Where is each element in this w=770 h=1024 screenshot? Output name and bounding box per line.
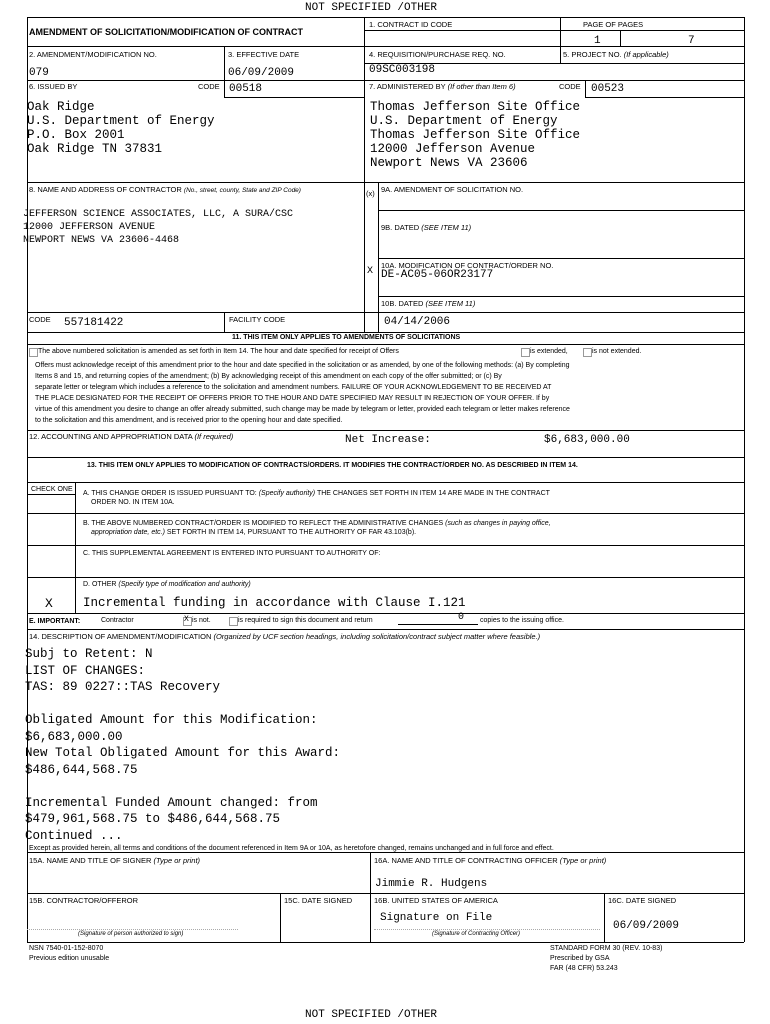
dated-10b-label: 10B. DATED (SEE ITEM 11) bbox=[381, 299, 476, 308]
page-number: 1 bbox=[594, 35, 601, 47]
officer-date-signed-label: 16C. DATE SIGNED bbox=[608, 896, 677, 905]
item11-line1: The above numbered solicitation is amended as set forth in Item 14. The hour and date specified for receipt of Offers bbox=[38, 348, 399, 355]
modification-contract-mark: X bbox=[367, 266, 374, 277]
requisition-value: 09SC003198 bbox=[369, 64, 436, 76]
extended-label: is extended, bbox=[530, 348, 568, 355]
modification-contract-label: 10A. MODIFICATION OF CONTRACT/ORDER NO. bbox=[381, 261, 554, 270]
contractor-code-label: CODE bbox=[29, 315, 51, 324]
is-required-checkbox[interactable] bbox=[229, 617, 238, 626]
is-not-label: is not. bbox=[192, 617, 211, 624]
description-body: Subj to Retent: N LIST OF CHANGES: TAS: 89 0227::TAS Recovery Obligated Amount for this Modification: $6,683,000.00 New Total Obligated Amount for this Award: $486,644,568.75 Incremental Funded Amount changed: from $479,961,568.75 to $486,644,568.75 Continued ... bbox=[25, 647, 341, 843]
standard-form-block: STANDARD FORM 30 (REV. 10-83) Prescribed by GSA FAR (48 CFR) 53.243 bbox=[550, 945, 663, 972]
dated-10b-value: 04/14/2006 bbox=[384, 316, 451, 328]
administered-by-code: 00523 bbox=[591, 83, 625, 95]
copies-tail: copies to the issuing office. bbox=[480, 617, 564, 624]
amendment-no-label: 2. AMENDMENT/MODIFICATION NO. bbox=[29, 50, 157, 59]
item11-body: Offers must acknowledge receipt of this amendment prior to the hour and date specified in the solicitation or as amended, by one of the following methods: (a) By completing Items 8 and 15, and returning copies of the amendment; (b) By acknowledging receipt of this amendment on each copy of the offer submitted; or (c) By separate letter or telegram which includes a reference to the solicitation and amendment numbers. FAILURE OF YOUR ACKNOWLEDGEMENT TO BE RECEIVED AT THE PLACE DESIGNATED FOR THE RECEIPT OF OFFERS PRIOR TO THE HOUR AND DATE SPECIFIED MAY RESULT IN REJECTION OF YOUR OFFER. If by virtue of this amendment you desire to change an offer already submitted, such change may be made by telegram or letter, provided each telegram or letter makes reference to the solicitation and this amendment, and is received prior to the opening hour and date specified. bbox=[35, 362, 570, 424]
option-d-mark: X bbox=[45, 596, 53, 611]
administered-by-address: Thomas Jefferson Site Office U.S. Department of Energy Thomas Jefferson Site Office 12000 Jefferson Avenue Newport News VA 23606 bbox=[370, 100, 581, 170]
form-title: AMENDMENT OF SOLICITATION/MODIFICATION OF CONTRACT bbox=[29, 27, 303, 37]
item11-heading: 11. THIS ITEM ONLY APPLIES TO AMENDMENTS OF SOLICITATIONS bbox=[232, 334, 461, 341]
amendment-solicitation-label: 9A. AMENDMENT OF SOLICITATION NO. bbox=[381, 185, 524, 194]
extended-checkbox[interactable] bbox=[521, 348, 530, 357]
x-column-label: (x) bbox=[366, 189, 375, 198]
page-total: 7 bbox=[688, 35, 695, 47]
check-one-label: CHECK ONE bbox=[31, 486, 73, 493]
except-text: Except as provided herein, all terms and conditions of the document referenced in Item 9A or 10A, as heretofore changed, remains unchanged and in full force and effect. bbox=[29, 845, 554, 852]
nsn-block: NSN 7540-01-152-8070 Previous edition unusable bbox=[29, 945, 110, 962]
officer-name-label: 16A. NAME AND TITLE OF CONTRACTING OFFICER (Type or print) bbox=[374, 856, 607, 865]
issued-by-code-label: CODE bbox=[198, 82, 220, 91]
officer-name-value: Jimmie R. Hudgens bbox=[375, 878, 488, 890]
item13-heading: 13. THIS ITEM ONLY APPLIES TO MODIFICATION OF CONTRACTS/ORDERS. IT MODIFIES THE CONTRACT/ORDER NO. AS DESCRIBED IN ITEM 14. bbox=[87, 462, 578, 469]
contractor-offeror-label: 15B. CONTRACTOR/OFFEROR bbox=[29, 896, 139, 905]
option-a[interactable]: A. THIS CHANGE ORDER IS ISSUED PURSUANT TO: (Specify authority) THE CHANGES SET FORTH IN ITEM 14 ARE MADE IN THE CONTRACT ORDER NO. IN ITEM 10A. bbox=[83, 490, 550, 506]
is-required-label: is required to sign this document and return bbox=[238, 617, 373, 624]
signature-person-caption: (Signature of person authorized to sign) bbox=[78, 931, 184, 937]
description-label: 14. DESCRIPTION OF AMENDMENT/MODIFICATION (Organized by UCF section headings, including solicitation/contract subject matter where feasible.) bbox=[29, 632, 541, 641]
amendment-no-value: 079 bbox=[29, 67, 49, 79]
facility-code-label: FACILITY CODE bbox=[229, 315, 286, 324]
contractor-label: 8. NAME AND ADDRESS OF CONTRACTOR (No., street, county, State and ZIP Code) bbox=[29, 185, 301, 194]
administered-by-label: 7. ADMINISTERED BY (If other than Item 6) bbox=[369, 82, 516, 91]
modification-contract-value: DE-AC05-06OR23177 bbox=[381, 269, 494, 281]
net-increase-amount: $6,683,000.00 bbox=[544, 434, 630, 446]
not-extended-checkbox[interactable] bbox=[583, 348, 592, 357]
effective-date-value: 06/09/2009 bbox=[228, 67, 295, 79]
requisition-label: 4. REQUISITION/PURCHASE REQ. NO. bbox=[369, 50, 506, 59]
issued-by-label: 6. ISSUED BY bbox=[29, 82, 78, 91]
page-of-pages-label: PAGE OF PAGES bbox=[583, 20, 644, 29]
header-classification: NOT SPECIFIED /OTHER bbox=[305, 2, 438, 14]
administered-by-code-label: CODE bbox=[559, 82, 581, 91]
contractor-code-value: 557181422 bbox=[64, 317, 124, 329]
option-b[interactable]: B. THE ABOVE NUMBERED CONTRACT/ORDER IS MODIFIED TO REFLECT THE ADMINISTRATIVE CHANGES (such as changes in paying office, appropriation date, etc.) SET FORTH IN ITEM 14, PURSUANT TO THE AUTHORITY OF FAR 43.103(b). bbox=[83, 520, 551, 536]
important-label: E. IMPORTANT: bbox=[29, 618, 81, 625]
contractor-address: JEFFERSON SCIENCE ASSOCIATES, LLC, A SURA/CSC 12000 JEFFERSON AVENUE NEWPORT NEWS VA 23606-4468 bbox=[23, 209, 294, 246]
contractor-date-signed-label: 15C. DATE SIGNED bbox=[284, 896, 353, 905]
dated-9b-label: 9B. DATED (SEE ITEM 11) bbox=[381, 223, 472, 232]
issued-by-code: 00518 bbox=[229, 83, 263, 95]
footer-classification: NOT SPECIFIED /OTHER bbox=[305, 1009, 438, 1021]
issued-by-address: Oak Ridge U.S. Department of Energy P.O. Box 2001 Oak Ridge TN 37831 bbox=[27, 100, 215, 156]
copies-count: 0 bbox=[458, 612, 465, 623]
officer-signature-value: Signature on File bbox=[380, 912, 493, 924]
signature-officer-caption: (Signature of Contracting Officer) bbox=[432, 931, 521, 937]
signer-name-label: 15A. NAME AND TITLE OF SIGNER (Type or print) bbox=[29, 856, 201, 865]
solicitation-amended-checkbox[interactable] bbox=[29, 348, 38, 357]
option-d[interactable]: D. OTHER (Specify type of modification and authority) bbox=[83, 581, 251, 588]
option-c[interactable]: C. THIS SUPPLEMENTAL AGREEMENT IS ENTERED INTO PURSUANT TO AUTHORITY OF: bbox=[83, 550, 381, 557]
option-d-value: Incremental funding in accordance with Clause I.121 bbox=[83, 596, 466, 610]
effective-date-label: 3. EFFECTIVE DATE bbox=[228, 50, 300, 59]
contract-id-label: 1. CONTRACT ID CODE bbox=[369, 20, 453, 29]
officer-date-signed-value: 06/09/2009 bbox=[613, 920, 680, 932]
united-states-label: 16B. UNITED STATES OF AMERICA bbox=[374, 896, 498, 905]
is-not-mark: X bbox=[184, 615, 189, 624]
important-contractor: Contractor bbox=[101, 617, 134, 624]
net-increase-label: Net Increase: bbox=[345, 434, 431, 446]
not-extended-label: is not extended. bbox=[592, 348, 642, 355]
project-no-label: 5. PROJECT NO. (If applicable) bbox=[563, 50, 669, 59]
accounting-label: 12. ACCOUNTING AND APPROPRIATION DATA (If required) bbox=[29, 432, 234, 441]
